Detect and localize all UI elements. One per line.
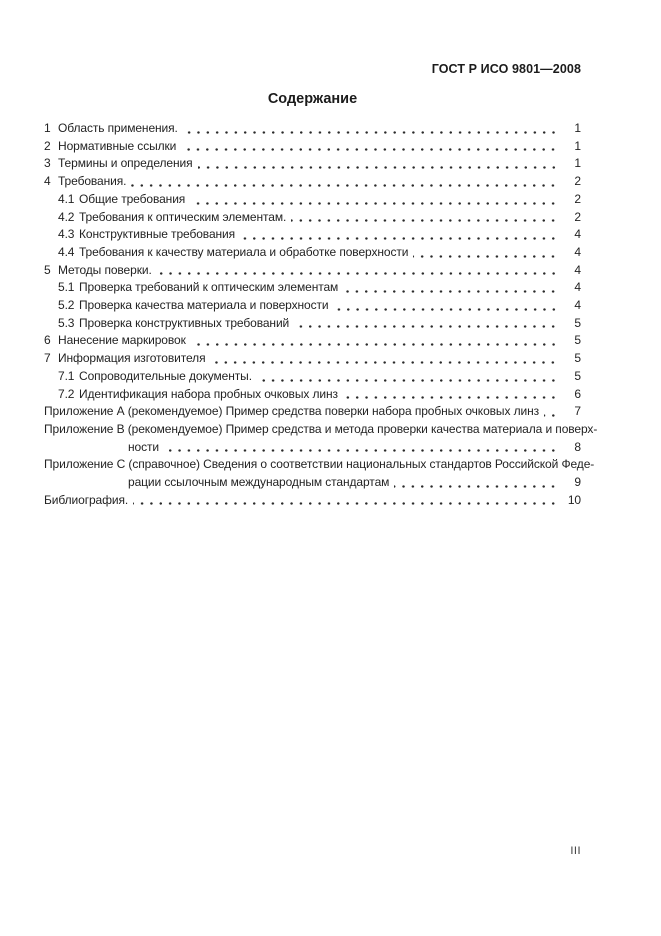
toc-entry: [44, 368, 581, 386]
toc-entry: [44, 155, 581, 173]
toc-entry-number: 3: [44, 156, 51, 171]
toc-entry-label: Проверка качества материала и поверхности: [79, 298, 329, 313]
toc-page-ref: 1: [574, 156, 581, 171]
toc-entry-number: 7: [44, 351, 51, 366]
toc-page-ref: 1: [574, 138, 581, 153]
toc-entry: [44, 386, 581, 404]
toc-line: [44, 386, 581, 404]
page-title: Содержание: [267, 91, 358, 107]
table-of-contents: [44, 120, 598, 509]
toc-entry-label: Приложение А (рекомендуемое) Пример средства поверки набора пробных очковых линз: [44, 404, 540, 419]
toc-entry: [44, 209, 581, 227]
toc-line: [44, 439, 581, 457]
toc-entry: [44, 120, 581, 138]
toc-page-ref: 1: [574, 121, 581, 135]
toc-entry: [44, 173, 581, 191]
toc-entry-number: 6: [44, 333, 51, 348]
toc-entry: [44, 244, 581, 262]
toc-line: [44, 297, 581, 315]
toc-page-ref: 2: [574, 174, 581, 189]
document-code: ГОСТ Р ИСО 9801—2008: [431, 62, 581, 76]
toc-entry-label: Приложение С (справочное) Сведения о соответствии национальных стандартов Российской Феде-: [44, 457, 595, 472]
toc-page-ref: 7: [574, 404, 581, 419]
toc-entry-number: 4.1: [58, 191, 75, 206]
toc-entry-label: ности: [128, 439, 160, 454]
toc-entry-number: 2: [44, 138, 51, 153]
toc-entry: [44, 456, 595, 491]
toc-line: [44, 332, 581, 350]
dot-leader: [544, 403, 560, 421]
toc-entry: [44, 226, 581, 244]
dot-leader: [190, 191, 560, 209]
toc-page-ref: 5: [574, 368, 581, 383]
dot-leader: [240, 226, 560, 244]
toc-entry-label: Требования к оптическим элементам.: [79, 209, 287, 224]
toc-entry: [44, 421, 598, 456]
toc-page-ref: 5: [574, 315, 581, 330]
dot-leader: [183, 120, 560, 138]
dot-leader: [181, 138, 560, 156]
toc-entry-number: 5: [44, 262, 51, 277]
toc-entry-label: Приложение В (рекомендуемое) Пример средства и метода проверки качества материала и поверх-: [44, 421, 598, 436]
toc-line: [44, 226, 581, 244]
toc-line: [44, 155, 581, 173]
toc-entry: [44, 492, 581, 510]
dot-leader: [133, 492, 560, 510]
dot-leader: [334, 297, 561, 315]
toc-line: [44, 120, 581, 138]
toc-line: [44, 173, 581, 191]
toc-entry: [44, 279, 581, 297]
toc-entry-number: 4.3: [58, 227, 75, 242]
toc-entry-number: 4.4: [58, 244, 75, 259]
dot-leader: [413, 244, 560, 262]
toc-entry-label: Нанесение маркировок: [58, 333, 186, 348]
toc-page-ref: 4: [574, 262, 581, 277]
toc-line: [44, 244, 581, 262]
toc-page-ref: 4: [574, 227, 581, 242]
toc-line: [44, 474, 581, 492]
dot-leader: [198, 155, 560, 173]
toc-page-ref: 2: [574, 209, 581, 224]
toc-entry-number: 5.1: [58, 280, 75, 295]
dot-leader: [157, 262, 560, 280]
toc-entry-label: Информация изготовителя: [58, 351, 206, 366]
toc-line: [44, 279, 581, 297]
toc-entry-label: Проверка конструктивных требований: [79, 315, 290, 330]
toc-line: [44, 456, 595, 474]
sheet-number: III: [570, 845, 581, 857]
toc-entry-label: Проверка требований к оптическим элементам: [79, 280, 339, 295]
toc-page-ref: 2: [574, 191, 581, 206]
toc-entry: [44, 191, 581, 209]
toc-entry-number: 7.2: [58, 386, 75, 401]
toc-entry-number: 5.3: [58, 315, 75, 330]
toc-entry-label: Общие требования: [79, 191, 186, 206]
dot-leader: [343, 279, 560, 297]
toc-entry: [44, 350, 581, 368]
toc-line: [44, 492, 581, 510]
dot-leader: [294, 315, 560, 333]
toc-entry-number: 7.1: [58, 368, 75, 383]
dot-leader: [164, 439, 560, 457]
toc-entry: [44, 138, 581, 156]
toc-line: [44, 368, 581, 386]
dot-leader: [257, 368, 560, 386]
toc-page-ref: 4: [574, 280, 581, 295]
toc-entry-label: Конструктивные требования: [79, 227, 236, 242]
toc-entry: [44, 315, 581, 333]
toc-entry-label: Библиография.: [44, 492, 129, 507]
toc-entry-label: Требования к качеству материала и обработке поверхности: [79, 244, 409, 259]
toc-entry-label: Область применения.: [58, 121, 178, 135]
toc-page-ref: 6: [574, 386, 581, 401]
toc-line: [44, 262, 581, 280]
toc-entry-label: Нормативные ссылки: [58, 138, 177, 153]
toc-page-ref: 4: [574, 298, 581, 313]
toc-page-ref: 5: [574, 333, 581, 348]
dot-leader: [210, 350, 560, 368]
toc-entry: [44, 403, 581, 421]
dot-leader: [131, 173, 560, 191]
dot-leader: [394, 474, 560, 492]
toc-entry-number: 1: [44, 121, 51, 135]
toc-entry-number: 4.2: [58, 209, 75, 224]
toc-line: [44, 191, 581, 209]
dot-leader: [191, 332, 560, 350]
dot-leader: [343, 386, 560, 404]
toc-page-ref: 5: [574, 351, 581, 366]
dot-leader: [291, 209, 560, 227]
toc-entry-number: 4: [44, 174, 51, 189]
toc-entry-label: Термины и определения: [58, 156, 193, 171]
toc-line: [44, 421, 598, 439]
toc-page-ref: 9: [574, 475, 581, 490]
toc-page-ref: 10: [567, 492, 581, 507]
toc-entry-label: Требования.: [58, 174, 127, 189]
toc-line: [44, 403, 581, 421]
toc-entry-label: Идентификация набора пробных очковых линз: [79, 386, 338, 401]
toc-line: [44, 350, 581, 368]
toc-entry: [44, 297, 581, 315]
toc-line: [44, 315, 581, 333]
toc-entry-label: рации ссылочным международным стандартам: [128, 475, 390, 490]
toc-line: [44, 209, 581, 227]
toc-page-ref: 4: [574, 244, 581, 259]
toc-entry-label: Методы поверки.: [58, 262, 152, 277]
toc-entry: [44, 262, 581, 280]
toc-page-ref: 8: [574, 439, 581, 454]
toc-entry-label: Сопроводительные документы.: [79, 368, 252, 383]
toc-line: [44, 138, 581, 156]
toc-entry: [44, 332, 581, 350]
toc-entry-number: 5.2: [58, 298, 75, 313]
